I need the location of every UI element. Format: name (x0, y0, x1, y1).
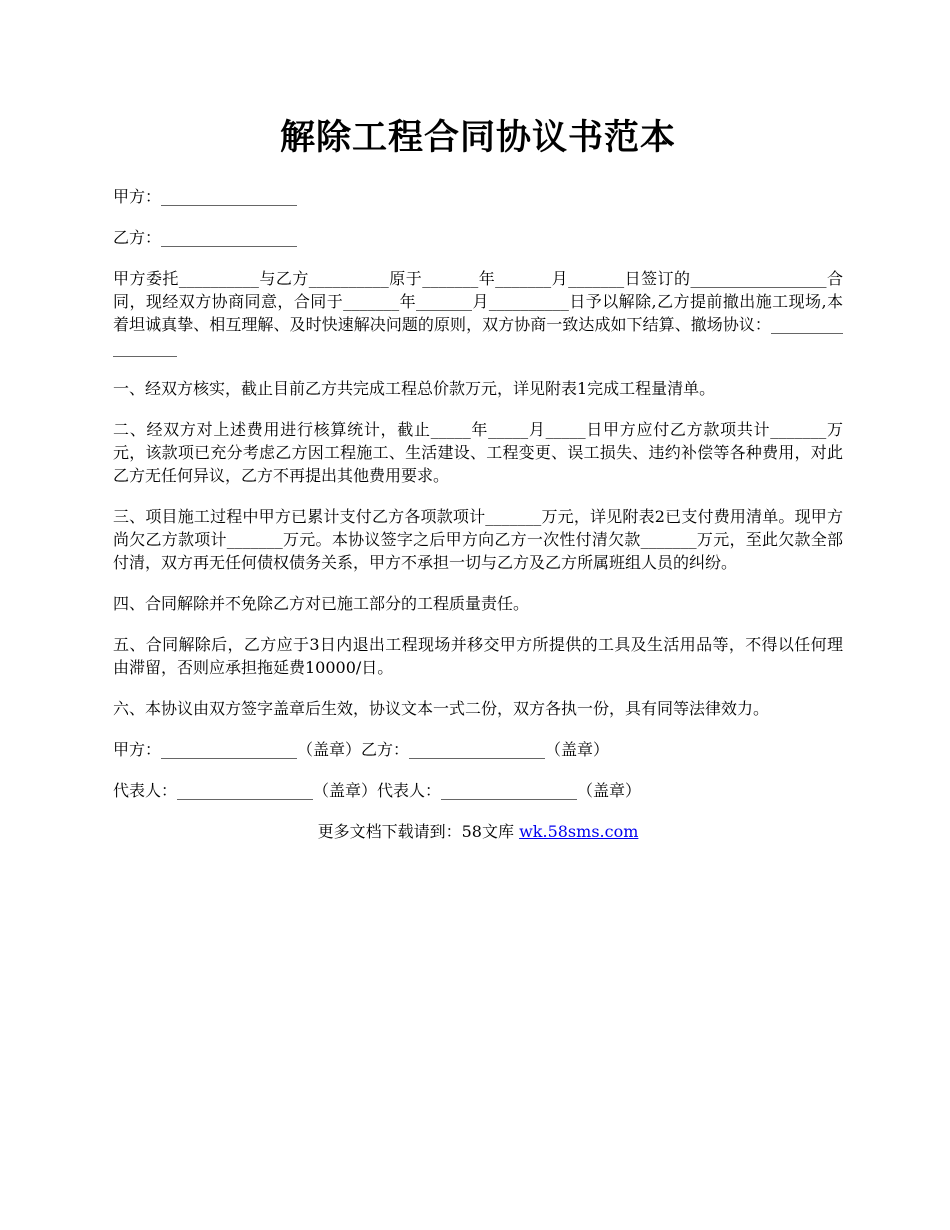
party-a-line: 甲方：_________________ (113, 187, 298, 206)
clause-6: 六、本协议由双方签字盖章后生效，协议文本一式二份，双方各执一份，具有同等法律效力。 (113, 699, 770, 718)
footer (113, 820, 843, 843)
signature-line-parties: 甲方：_________________（盖章）乙方：_________________（盖章） (113, 740, 610, 759)
preamble-paragraph: 甲方委托__________与乙方__________原于_______年_______月_______日签订的_________________合同，现经双方协商同意，合同于_______年_______月__________日予以解除,乙方提前撤出施工现场,本着坦诚真挚、相互理解、及时快速解决问题的原则，双方协商一致达成如下结算、撤场协议：_________________ (113, 269, 843, 357)
clause-4: 四、合同解除并不免除乙方对已施工部分的工程质量责任。 (113, 594, 530, 613)
clause-1: 一、经双方核实，截止目前乙方共完成工程总价款万元，详见附表1完成工程量清单。 (113, 379, 716, 398)
document-title: 解除工程合同协议书范本 (279, 117, 676, 158)
clause-3: 三、项目施工过程中甲方已累计支付乙方各项款项计_______万元，详见附表2已支付费用清单。现甲方尚欠乙方款项计_______万元。本协议签字之后甲方向乙方一次性付清欠款_______万元，至此欠款全部付清，双方再无任何债权债务关系，甲方不承担一切与乙方及乙方所属班组人员的纠纷。 (113, 507, 843, 572)
clause-5: 五、合同解除后，乙方应于3日内退出工程现场并移交甲方所提供的工具及生活用品等，不得以任何理由滞留，否则应承担拖延费10000/日。 (113, 635, 843, 677)
signature-line-representatives: 代表人：_________________（盖章）代表人：_________________（盖章） (113, 781, 642, 800)
party-b-line: 乙方：_________________ (113, 228, 298, 247)
footer-link[interactable]: wk.58sms.com (519, 822, 639, 841)
document-page (113, 0, 843, 843)
clause-2: 二、经双方对上述费用进行核算统计，截止_____年_____月_____日甲方应付乙方款项共计_______万元，该款项已充分考虑乙方因工程施工、生活建设、工程变更、误工损失、违约补偿等各种费用，对此乙方无任何异议，乙方不再提出其他费用要求。 (113, 420, 843, 485)
footer-text: 更多文档下载请到：58文库 (317, 822, 514, 841)
